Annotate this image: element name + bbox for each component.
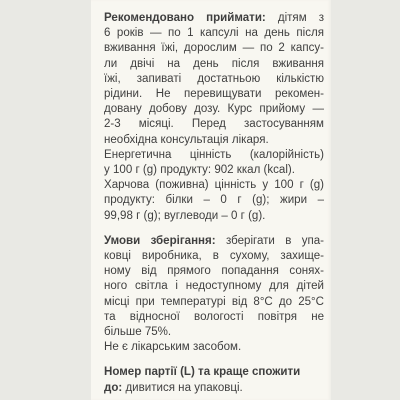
storage-line: ковці виробника, в сухому, захище-	[104, 250, 324, 263]
non-medicinal-note: Не є лікарським засобом.	[104, 341, 242, 354]
usage-line: їжі, запиваті достатньою кількістю	[104, 72, 324, 85]
storage-line	[104, 234, 324, 249]
batch-line: Номер партії (L) та краще спожити	[104, 366, 301, 379]
usage-line: рідини. Не перевищувати рекомен-	[104, 88, 324, 101]
usage-heading: Рекомендовано приймати:	[104, 12, 266, 24]
storage-line-rest: зберігати в упа-	[215, 234, 324, 247]
storage-line: ному від прямого попадання сонях-	[104, 265, 324, 278]
best-before-rest: дивитися на упаковці.	[122, 381, 243, 394]
label-text	[104, 11, 324, 396]
nutrition-line: Харчова (поживна) цінність у 100 г (g)	[104, 179, 324, 192]
best-before-heading: до:	[104, 381, 123, 394]
storage-line: місці при температурі від 8°C до 25°C	[104, 295, 324, 308]
usage-line: 2-3 місяці. Перед застосуванням	[104, 118, 324, 131]
storage-heading: Умови зберігання:	[104, 234, 216, 247]
energy-line: у 100 г (g) продукту: 902 ккал (kcal).	[104, 164, 295, 177]
usage-line: ли двічі на день після вживання	[104, 57, 324, 70]
usage-line: необхідна консультація лікаря.	[104, 133, 269, 146]
storage-line: та відносної вологості повітря не	[104, 310, 324, 323]
usage-line-rest: дітям з	[265, 12, 324, 24]
nutrition-line: продукту: білки – 0 г (g); жири –	[104, 194, 324, 207]
storage-line: більше 75%.	[104, 326, 172, 339]
usage-line: 6 років — по 1 капсулі на день після	[104, 27, 324, 40]
usage-line	[104, 11, 324, 26]
batch-line	[104, 381, 324, 396]
usage-line: вживання їжі, дорослим — по 2 капсу-	[104, 42, 324, 55]
usage-line: довану добову дозу. Курс прийому —	[104, 103, 324, 116]
energy-line: Енергетична цінність (калорійність)	[104, 148, 324, 161]
nutrition-line: 99,98 г (g); вуглеводи – 0 г (g).	[104, 209, 266, 222]
storage-line: ного світла і недоступному для дітей	[104, 280, 324, 293]
